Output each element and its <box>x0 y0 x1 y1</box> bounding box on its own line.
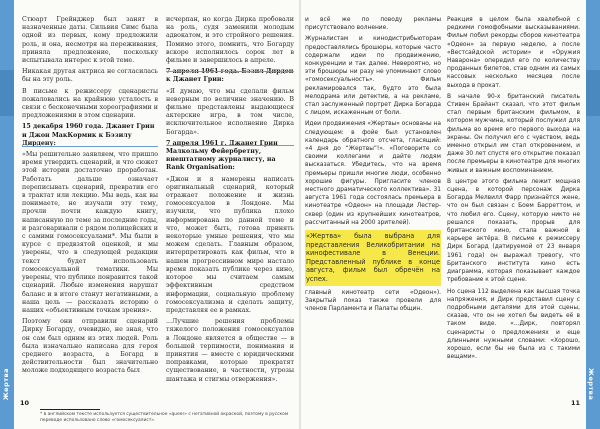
entry-text: «Я думаю, что мы сделали фильм неверным по величине значению. В фильме представлены выдающиеся актерские игра, в том числе, исключительное исполнение Дирка Богарда». <box>166 87 294 136</box>
paragraph: В письме к режиссеру сценаристы пожаловались на крайнюю усталость в связи с бесконечными хореографиями и предложениями в этом сценарии. <box>22 87 158 120</box>
paragraph: исчерпан, но когда Дирка пробовали на роль, судя заменили молодым адвокатом, и это стройного решения. Помимо этого, помнить, что Богарду вскоре исполнилось сорок лет в фильме и завершилось в апреле. <box>166 16 294 65</box>
right-edge-bar <box>586 0 600 429</box>
highlight-callout: «Жертва» была выбрана для представления Великобритании на кинофестивале в Венеции. Представленный публике в конце августа, фильм был обречён на успех. <box>305 230 441 286</box>
left-side-label: Жертва <box>2 368 10 401</box>
paragraph: В начале 90-х британский писатель Стивен Брайант сказал, что этот фильм стал первым британским фильмом, в котором мужчина, который послужил для фильма во время его первого выхода на экраны. Он получил его с чувством, ведь именно открыл им стал откровением, и даже 30 лет спустя его открытие показал после премьеры в кинотеатре для многих живых и важным воспоминанием. <box>447 93 580 174</box>
section-divider <box>22 146 158 147</box>
paragraph: ...Лучшие решения проблемы тяжелого положения гомосексуалов в Лондоне является в обществе — в большей терпимости, понимания и принятия — вместе с юридическими поправками, которые прекратят существование, в частности, угрозы шантажа и стигмы отвержения». <box>166 318 294 383</box>
paragraph: Но сцена 112 выделена как высшая точка напряжения, и Дирк представил сцену с подробными деталями для этой сцены, сказав, что он не хотел бы видеть её в таком виде. «...Дирк, повторял сценаристы о предложениях и еще длинными нужными словами: «Хорошо, хорошо, если бы не была из с такими вещами». <box>447 288 580 361</box>
paragraph: Журналистам и кинодистрибьюторам предоставлялись брошюры, которые часто содержали идеи по продвижению, конкуренции и так далее. Невероятно, но эти брошюры ни разу не упоминают слово «гомосексуальность». Фильм рекламировался так, будто это была мелодрама или детектив, а на рекламе, стал заслуженный портрет Дирка Богарда с лицом, искаженным от боли. <box>305 36 441 117</box>
section-divider <box>166 145 294 146</box>
footnote: * в английском тексте используется существительное «queer» с негативной окраской, поэтому в русском переводе использовано слово «гомосексуалист». <box>40 412 289 423</box>
paragraph: и всё же по поводу рекламы присутствовало волнение. <box>305 17 441 32</box>
paragraph: Никакая другая актриса не согласилась бы на эту роль. <box>22 68 158 84</box>
paragraph: главный кинотеатр сети «Одеон»). Закрытый показ также провели для членов Парламента и Палаты общин. <box>305 289 441 313</box>
paragraph: В центре этого фильма лежит мощная сцена, в которой персонаж Дирка Богарда Мелвилл Фарр признаётся жене, что он был связан с Боем Барреттом, и что любил его. Сцену, которую никто не решался показать, прорыв для британского кино, стала важной в карьере актёра. В письме к режиссеру Дирк Богард (датируемой от 23 января 1961 года) он выражал тревогу, что Британского института кино есть диаграмма, которая показывает каждое требование к этой сцене. <box>447 178 580 284</box>
footnote-rule <box>40 409 100 410</box>
right-edge-tab <box>586 70 600 116</box>
right-side-label: Жертва <box>587 368 595 401</box>
paragraph: Стюарт Грейнджер был занят в назначенные даты. Сильвия Симс была одной из первых, кому предложили роль, и она, несмотря на переживания, приняла предложение, поскольку испытывала интерес к этой теме. <box>22 16 158 65</box>
right-column-1 <box>305 16 441 316</box>
entry-text: «Джон и я намерены написать оригинальный сценарий, который отражает положение и жизнь гомосексуалов в Лондоне. Мы изучили, что публика плохо информирована по данной теме и что, может быть, готова принять некоторые умные решения, что мы можем сделать. Главным образом, интерпретировать как фильм, что в нашем прогрессивном мире настало время показать публике через кино, которое мы считаем самым эффективным средством информации, социальную проблему гомосексуализма и сделать защиту, представляя ее в рамках. <box>166 175 294 314</box>
spine-gutter <box>299 0 301 429</box>
right-column-2 <box>447 16 580 364</box>
paragraph: Реакция в целом была хвалебной с редкими гомофобными высказываниями. Фильм побил рекорды сборов кинотеатра «Одеон» за первую неделю, а после «Вестсайдской истории» и «Оружия Наварона» опередил его по количеству проданных билетов, став одним из самых кассовых несколько месяцев после выхода в прокат. <box>447 17 580 89</box>
entry-heading: 15 декабря 1960 года. Джанет Грин и Джон МакКормик к Бэзилу Дирдену: <box>22 123 155 147</box>
entry-heading: 7 апреля 1961 года. Бэзил Дирден к Джанет Грин: <box>166 68 294 84</box>
paragraph: Поэтому они отправили сценарий Дирку Богарду, очевидно, не зная, что он сам был одним из этих людей. Роль была изначально написана для героя среднего возраста, а Богард в действительности был значительно моложе подходящего возраста был <box>22 318 158 375</box>
entry-text: «Мы решительно заявляем, что пришло время утвердить сценарий, и что сюжет этой истории достаточно проработан. Работать дальше означает переписывать сценарий, превратив его в трактат или лекцию. Мы ведь, как вы понимаете, не изучали эту тему, прочли почти каждую книгу, написанную по теме за последние годы, и разговаривали с рядом полицейских и с самими гомосексуалами*. Мы были в курсе с предвзятой оценкой, и мы уверены, что в следующей редакции текст будет использовать гомосексуальной тематики. Мы уверены, что публике понравится такой сценарий. Любые изменения нарушат баланс и в итоге станут негативными, а наша цель — рассказать историю о наших «объективным точкам зрения». <box>22 151 158 314</box>
left-page-number: 10 <box>20 399 30 407</box>
paragraph: Идеи продвижения «Жертвы» основаны на следующем: в фойе был установлен календарь обратного отсчета, гласящий: «4 дня до “Жертвы”!». «Поговорите со своими коллегами и дайте людям высказаться. Убедитесь, что на время премьеры пришли многие люди, особенно хорошие фигуры. Пригласите членов местного драматического коллектива». 31 августа 1961 года состоялась премьера в кинотеатре «Одеон» на площади Лестер-сквер (один из крупнейших кинотеатров, рассчитанный на 2000 зрителей). <box>305 121 441 226</box>
left-edge-tab <box>0 70 14 116</box>
right-page-number: 11 <box>571 399 581 407</box>
entry-heading: 7 апреля 1961 г. Джанет Грин Малкольму Фейербретну, внештатному журналисту, на Rank Organisation: <box>166 139 278 172</box>
left-column-1 <box>22 16 158 379</box>
left-edge-bar <box>0 0 14 429</box>
section-divider <box>166 71 294 72</box>
